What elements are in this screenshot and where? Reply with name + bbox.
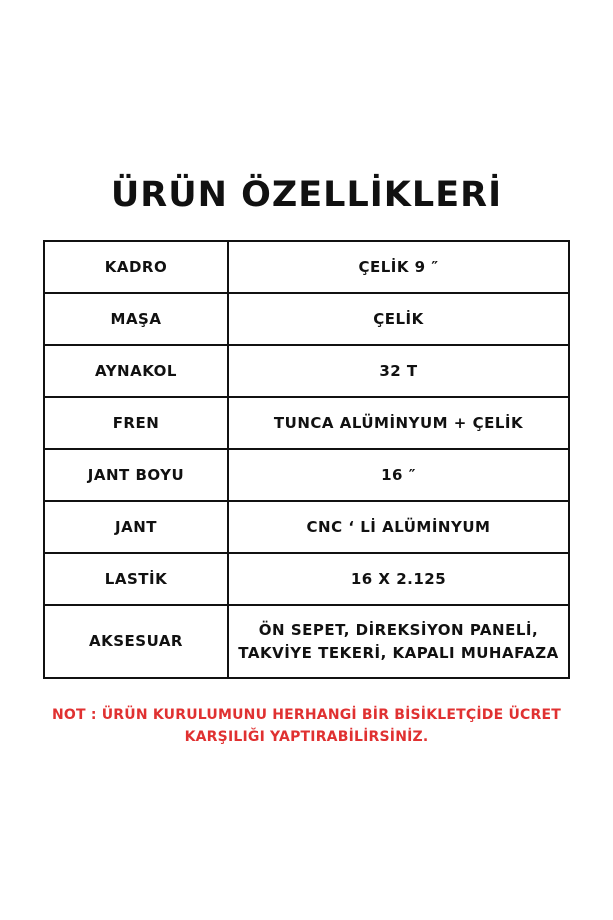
spec-value: ÇELİK 9 ″ [228, 241, 569, 293]
spec-key: MAŞA [44, 293, 228, 345]
spec-value: 16 X 2.125 [228, 553, 569, 605]
spec-value [228, 605, 569, 678]
spec-value-line: ÖN SEPET, DİREKSİYON PANELİ, [258, 620, 539, 639]
spec-value-line: TAKVİYE TEKERİ, KAPALI MUHAFAZA [238, 643, 559, 662]
table-row [44, 449, 569, 501]
spec-key: JANT [44, 501, 228, 553]
spec-key: FREN [44, 397, 228, 449]
spec-key: AKSESUAR [44, 605, 228, 678]
table-row [44, 501, 569, 553]
spec-key: LASTİK [44, 553, 228, 605]
note-line: KARŞILIĞI YAPTIRABİLİRSİNİZ. [184, 729, 429, 745]
table-row [44, 397, 569, 449]
spec-table [43, 240, 570, 679]
spec-key: KADRO [44, 241, 228, 293]
table-row [44, 553, 569, 605]
page-title: ÜRÜN ÖZELLİKLERİ [110, 175, 503, 215]
spec-key: JANT BOYU [44, 449, 228, 501]
table-row [44, 293, 569, 345]
installation-note [20, 704, 593, 748]
spec-value: 32 T [228, 345, 569, 397]
spec-value: CNC ‘ Lİ ALÜMİNYUM [228, 501, 569, 553]
spec-value: 16 ″ [228, 449, 569, 501]
table-row [44, 241, 569, 293]
note-line: NOT : ÜRÜN KURULUMUNU HERHANGİ BİR BİSİKLETÇİDE ÜCRET [52, 707, 561, 723]
spec-key: AYNAKOL [44, 345, 228, 397]
spec-value: ÇELİK [228, 293, 569, 345]
table-row [44, 605, 569, 678]
spec-value: TUNCA ALÜMİNYUM + ÇELİK [228, 397, 569, 449]
table-row [44, 345, 569, 397]
